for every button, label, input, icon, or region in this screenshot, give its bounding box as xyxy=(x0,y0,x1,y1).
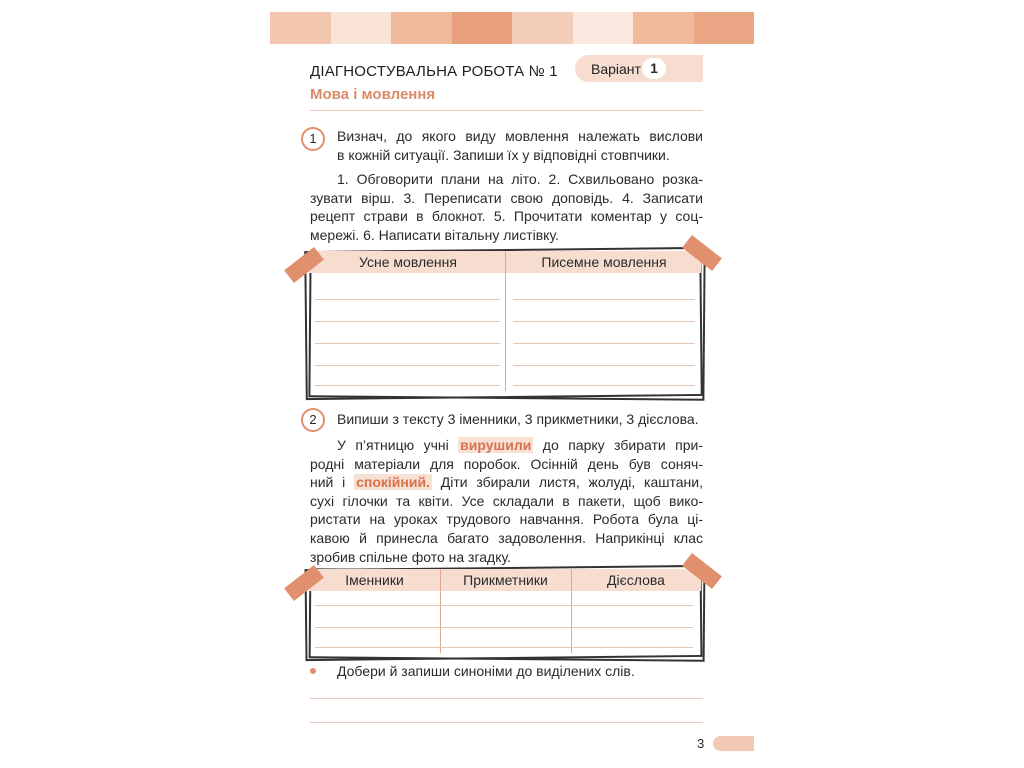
page-number: 3 xyxy=(697,736,705,751)
strip-block xyxy=(633,12,694,44)
strip-block xyxy=(512,12,573,44)
speech-types-table xyxy=(287,239,722,409)
writing-line xyxy=(513,321,695,322)
strip-block xyxy=(694,12,755,44)
text-line: родні матеріали для поробок. Осінній день був соняч- xyxy=(310,455,703,472)
table-header xyxy=(309,569,701,591)
writing-line xyxy=(315,627,693,628)
task-2-instruction xyxy=(337,410,703,429)
writing-line xyxy=(513,385,695,386)
table-frame xyxy=(308,251,705,400)
writing-line xyxy=(513,365,695,366)
writing-line xyxy=(315,385,500,386)
column-divider xyxy=(440,569,441,653)
task-2-number: 2 xyxy=(301,408,325,432)
strip-block xyxy=(452,12,513,44)
text-line xyxy=(310,436,703,455)
parts-of-speech-table xyxy=(287,557,722,667)
instruction-line: Визнач, до якого виду мовлення належать вислови xyxy=(337,128,703,144)
writing-line xyxy=(315,647,693,648)
highlighted-word: спокійний. xyxy=(356,474,430,491)
text-line: ристати на уроках трудового навчання. Робота була ці- xyxy=(310,511,703,528)
column-divider xyxy=(571,569,572,653)
page-tab xyxy=(713,736,754,751)
header-divider xyxy=(310,110,703,111)
task-1-instruction xyxy=(337,127,703,164)
decorative-color-strip xyxy=(270,12,754,44)
text-line: сухі гілочки та квіти. Усе складали в пакети, щоб вико- xyxy=(310,492,703,509)
instruction-line: Випиши з тексту 3 іменники, 3 прикметники, 3 дієслова. xyxy=(337,411,699,427)
variant-number: 1 xyxy=(642,58,666,79)
highlighted-word: вирушили xyxy=(460,437,532,453)
writing-line xyxy=(315,321,500,322)
strip-block xyxy=(391,12,452,44)
answer-line xyxy=(310,722,703,723)
writing-line xyxy=(315,299,500,300)
text-fragment: до парку збирати при- xyxy=(533,437,704,453)
page-title: ДІАГНОСТУВАЛЬНА РОБОТА № 1 xyxy=(310,63,558,80)
variant-label: Варіант xyxy=(591,61,641,77)
writing-line xyxy=(513,343,695,344)
answer-line xyxy=(310,698,703,699)
text-line: кавою й принесла багато задоволення. Наприкінці клас xyxy=(310,529,703,546)
subtask-line: Добери й запиши синоніми до виділених слів. xyxy=(337,663,635,679)
subtask-text xyxy=(337,662,703,681)
column-header: Іменники xyxy=(345,572,404,588)
task-2-text xyxy=(310,436,703,566)
text-fragment: ний і xyxy=(310,474,355,491)
writing-line xyxy=(315,365,500,366)
instruction-line: в кожній ситуації. Запиши їх у відповідні стовпчики. xyxy=(337,146,670,163)
column-divider xyxy=(505,251,506,391)
strip-block xyxy=(573,12,634,44)
column-header: Усне мовлення xyxy=(359,254,457,270)
text-line: зувати вірш. 3. Переписати свою доповідь. 4. Записати xyxy=(310,189,703,206)
variant-badge xyxy=(575,55,703,82)
column-header: Прикметники xyxy=(463,572,548,588)
text-line: рецепт страви в блокнот. 5. Прочитати коментар у соц- xyxy=(310,208,703,225)
column-header: Дієслова xyxy=(607,572,665,588)
writing-line xyxy=(513,299,695,300)
bullet-icon xyxy=(310,668,316,674)
page-subtitle: Мова і мовлення xyxy=(310,86,436,103)
workbook-page xyxy=(270,12,754,757)
text-line: мережі. 6. Написати вітальну листівку. xyxy=(310,226,559,243)
text-fragment: У п’ятницю учні xyxy=(337,437,459,453)
strip-block xyxy=(270,12,331,44)
strip-block xyxy=(331,12,392,44)
writing-line xyxy=(315,343,500,344)
text-line: 1. Обговорити плани на літо. 2. Схвильовано розка- xyxy=(337,171,703,187)
column-header: Писемне мовлення xyxy=(541,254,667,270)
text-line xyxy=(310,473,703,492)
task-1-text xyxy=(310,170,703,244)
text-fragment: Діти збирали листя, жолуді, каштани, xyxy=(431,474,703,491)
task-1-number: 1 xyxy=(301,127,325,151)
writing-line xyxy=(315,605,693,606)
text-line: зробив спільне фото на згадку. xyxy=(310,548,511,565)
